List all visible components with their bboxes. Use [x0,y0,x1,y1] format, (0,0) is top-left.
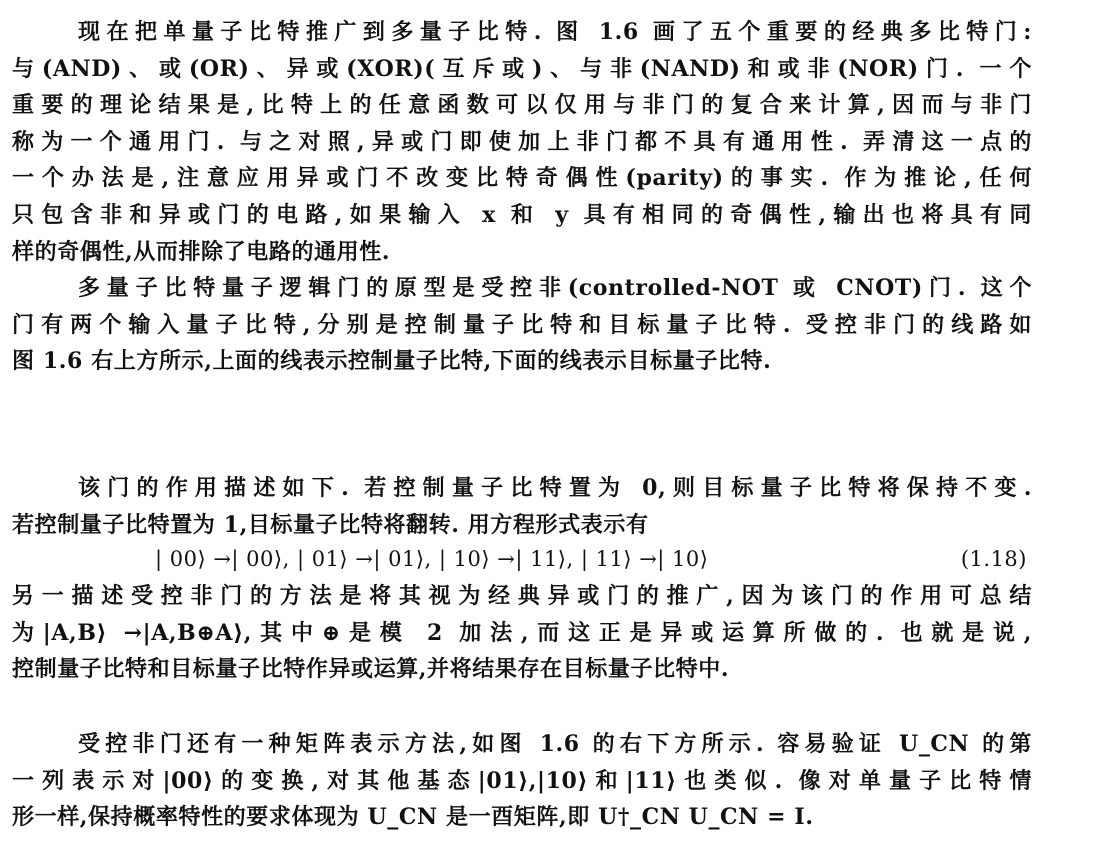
text-line: 另一描述受控非门的方法是将其视为经典异或门的推广,因为该门的作用可总结 [12,583,1032,609]
paragraph-cnot-intro [12,270,1032,380]
paragraph-xor-generalization [12,578,1032,688]
equation-body: | 00⟩ →| 00⟩, | 01⟩ →| 01⟩, | 10⟩ →| 11⟩, | 11⟩ →| 10⟩ [155,547,709,571]
text-line: 控制量子比特和目标量子比特作异或运算,并将结果存在目标量子比特中. [12,656,730,683]
text-line: 与(AND)、或(OR)、异或(XOR)(互斥或)、与非(NAND)和或非(NOR)门. 一个 [12,55,1032,82]
text-line: 门有两个输入量子比特,分别是控制量子比特和目标量子比特. 受控非门的线路如 [12,311,1032,338]
text-line: 若控制量子比特置为 1,目标量子比特将翻转. 用方程形式表示有 [12,511,649,538]
text-line: 受控非门还有一种矩阵表示方法,如图 1.6 的右下方所示. 容易验证 U_CN 的第 [78,731,1032,757]
text-line: 多量子比特量子逻辑门的原型是受控非(controlled-NOT 或 CNOT)门. 这个 [78,275,1032,301]
text-line: 该门的作用描述如下. 若控制量子比特置为 0,则目标量子比特将保持不变. [78,475,1032,501]
text-line: 图 1.6 右上方所示,上面的线表示控制量子比特,下面的线表示目标量子比特. [12,348,772,375]
paragraph-cnot-action [12,470,1032,543]
text-line: 一列表示对|00⟩的变换,对其他基态|01⟩,|10⟩和|11⟩也类似. 像对单量子比特情 [12,767,1032,794]
text-line: 为|A,B⟩ →|A,B⊕A⟩,其中⊕是模 2 加法,而这正是异或运算所做的. 也就是说, [12,619,1032,646]
text-line: 重要的理论结果是,比特上的任意函数可以仅用与非门的复合来计算,因而与非门 [12,92,1032,119]
text-line: 只包含非和异或门的电路,如果输入 x 和 y 具有相同的奇偶性,输出也将具有同 [12,201,1032,228]
text-line: 现在把单量子比特推广到多量子比特. 图 1.6 画了五个重要的经典多比特门: [78,19,1032,45]
text-line: 样的奇偶性,从而排除了电路的通用性. [12,238,391,265]
text-line: 一个办法是,注意应用异或门不改变比特奇偶性(parity)的事实. 作为推论,任何 [12,165,1032,192]
text-line: 形一样,保持概率特性的要求体现为 U_CN 是一酉矩阵,即 U†_CN U_CN = I. [12,804,814,831]
paragraph-matrix-representation [12,726,1032,836]
paragraph-multi-bit-gates [12,14,1032,270]
text-line: 称为一个通用门. 与之对照,异或门即使加上非门都不具有通用性. 弄清这一点的 [12,128,1032,155]
equation-number: (1.18) [960,547,1027,571]
